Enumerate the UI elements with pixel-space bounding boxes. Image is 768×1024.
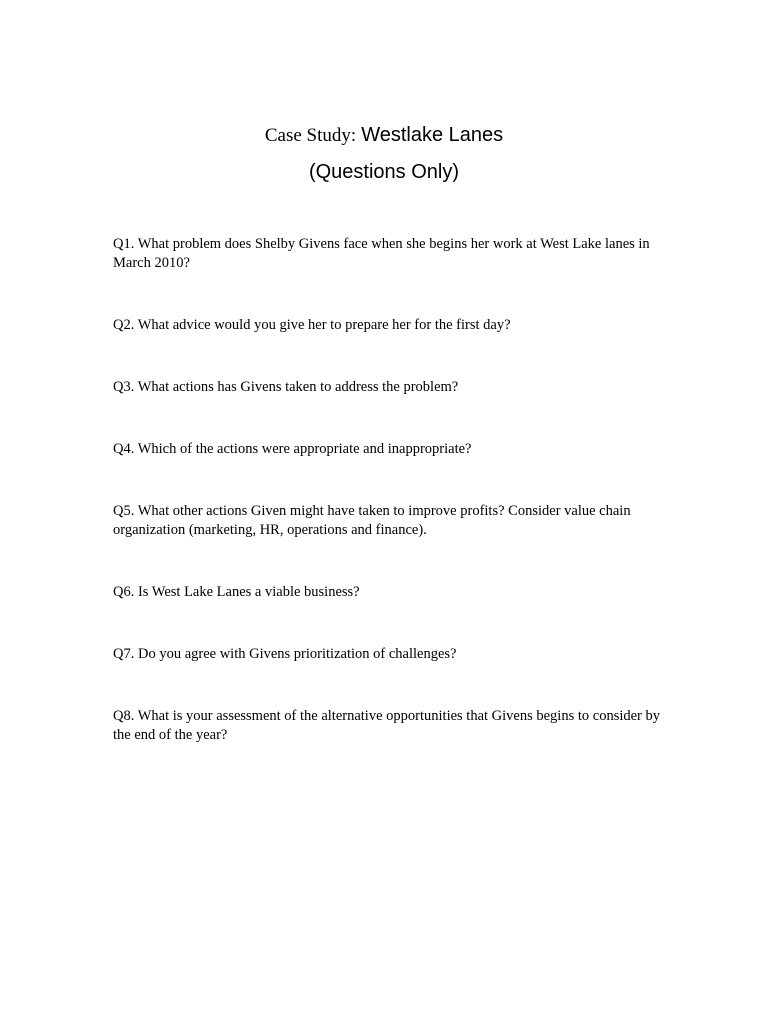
question-1: Q1. What problem does Shelby Givens face when she begins her work at West Lake lanes in March 2010? [113, 236, 650, 271]
question-3: Q3. What actions has Givens taken to address the problem? [113, 379, 459, 395]
question-5: Q5. What other actions Given might have taken to improve profits? Consider value chain organization (marketing, HR, operations and finance). [113, 503, 631, 538]
question-6: Q6. Is West Lake Lanes a viable business? [113, 584, 360, 600]
title-prefix: Case Study: [264, 125, 357, 146]
document-subtitle: (Questions Only) [308, 161, 460, 183]
question-4: Q4. Which of the actions were appropriate and inappropriate? [113, 441, 472, 457]
question-7: Q7. Do you agree with Givens prioritization of challenges? [113, 646, 457, 662]
question-2: Q2. What advice would you give her to prepare her for the first day? [113, 317, 511, 333]
question-8: Q8. What is your assessment of the alternative opportunities that Givens begins to consider by the end of the year? [113, 708, 660, 743]
document-title [0, 124, 768, 147]
title-name: Westlake Lanes [361, 124, 504, 146]
